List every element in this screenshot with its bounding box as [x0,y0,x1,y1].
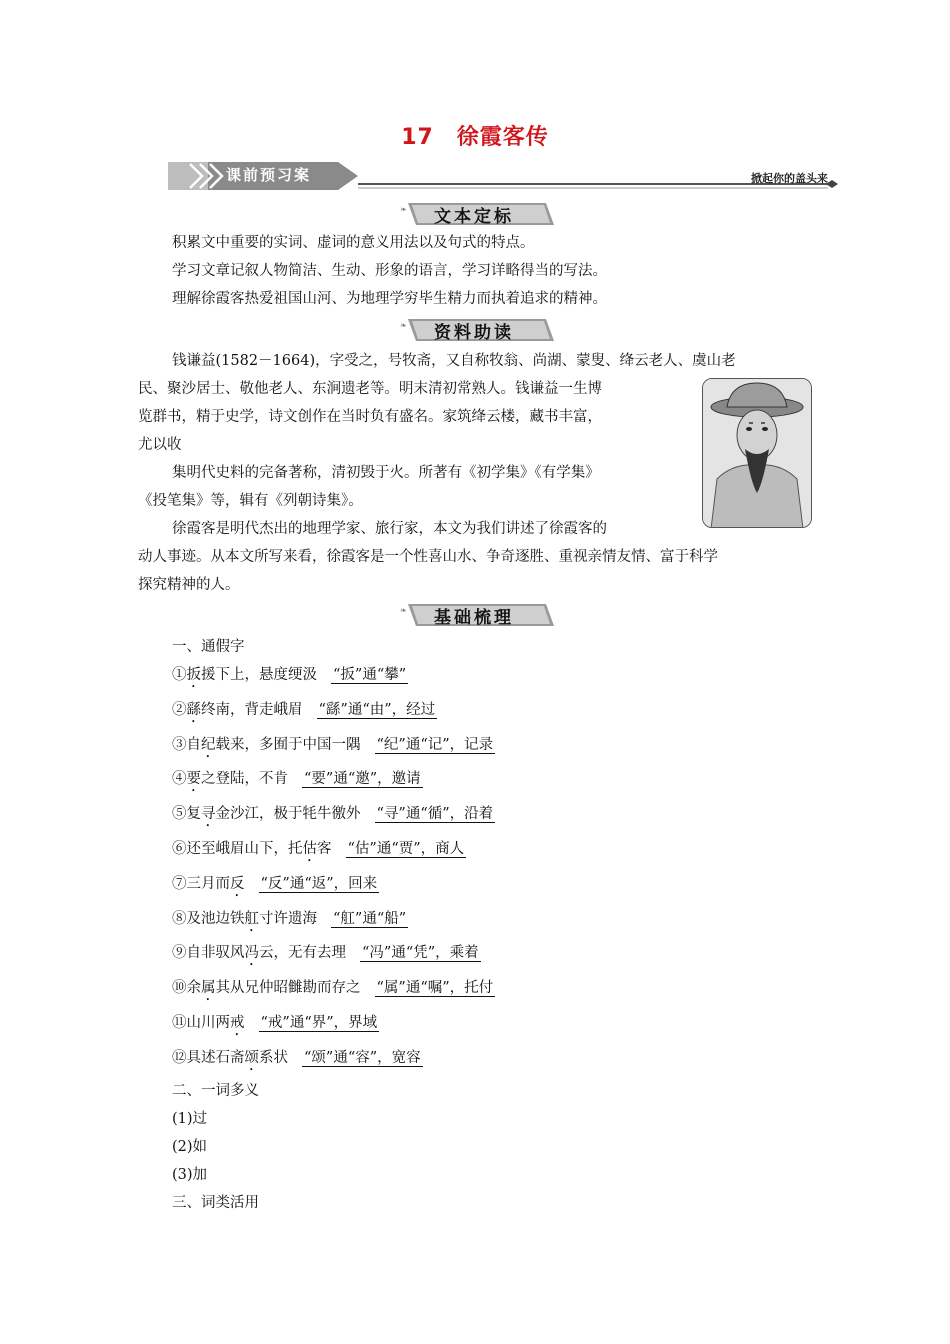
list-item [172,801,495,830]
svg-text:❧: ❧ [400,205,407,214]
item-key-char: 颂 [244,1050,259,1066]
item-text: 之登陆，不肯 [201,771,288,787]
item-text: 自 [186,737,201,753]
list-item [172,766,423,795]
item-key-char: 戒 [230,1015,245,1031]
item-number: ② [172,702,187,718]
item-number: ⑧ [172,911,187,927]
author-portrait [702,378,812,528]
section-heading-background [398,316,558,344]
item-number: ⑨ [172,945,187,961]
list-item [172,906,408,935]
item-text: 客 [317,841,332,857]
item-number: ⑤ [172,806,187,822]
list-item [172,1010,379,1039]
item-text: 及池边铁 [186,911,245,927]
item-text: 其从兄仲昭雠勘而存之 [215,980,361,996]
item-number: ⑩ [172,980,187,996]
banner-label: 课前预习案 [226,166,312,184]
background-line: 民、聚沙居士、敬他老人、东涧遗老等。明末清初常熟人。钱谦益一生博 [138,381,602,397]
item-key-char: 反 [230,876,245,892]
item-number: ⑪ [172,1015,187,1031]
item-answer: “反”通“返”，回来 [260,876,378,892]
list-item [172,662,408,691]
item-key-char: 属 [201,980,216,996]
list-item [172,732,495,761]
objective-2: 学习文章记叙人物简洁、生动、形象的语言，学习详略得当的写法。 [172,263,607,279]
background-line: 尤以收 [138,437,182,453]
item-answer: “纪”通“记”，记录 [376,737,494,753]
item-text: 还至峨眉山下，托 [186,841,303,857]
item-key-char: 冯 [244,945,259,961]
item-text: 余 [186,980,201,996]
list-item [172,975,495,1004]
item-key-char: 扳 [186,667,201,683]
list-item [172,697,437,726]
section-heading-objectives [398,200,558,228]
item-text: 援下上，悬度绠汲 [201,667,317,683]
item-answer: “属”通“嘱”，托付 [376,980,494,996]
background-line: 《投笔集》等，辑有《列朝诗集》。 [138,493,363,509]
item-key-char: 寻 [201,806,216,822]
banner-tagline: 掀起你的盖头来 [751,172,828,185]
item-answer: “要”通“邀”，邀请 [304,771,421,787]
polysemy-item: (2)如 [172,1139,208,1155]
list-item [172,871,379,900]
item-key-char: 舡 [244,911,259,927]
portrait-image [703,379,811,527]
item-key-char: 纪 [201,737,216,753]
item-text: 云，无有去理 [259,945,346,961]
item-key-char: 繇 [186,702,201,718]
part-heading-polysemy: 二、一词多义 [172,1083,259,1099]
list-item [172,836,466,865]
item-number: ④ [172,771,187,787]
item-answer: “戒”通“界”，界域 [260,1015,378,1031]
item-text: 金沙江，极于牦牛徼外 [215,806,361,822]
background-line: 集明代史料的完备著称，清初毁于火。所著有《初学集》《有学集》 [172,465,600,481]
item-text: 寸许遗海 [259,911,317,927]
page-title: 17 徐霞客传 [401,125,549,150]
item-text: 终南，背走峨眉 [201,702,303,718]
item-text: 复 [186,806,201,822]
background-line: 徐霞客是明代杰出的地理学家、旅行家，本文为我们讲述了徐霞客的 [172,521,607,537]
item-text: 系状 [259,1050,288,1066]
item-text: 载来，多囿于中国一隅 [215,737,361,753]
item-answer: “扳”通“攀” [333,667,407,683]
part-heading-tongjia: 一、通假字 [172,639,245,655]
item-number: ⑥ [172,841,187,857]
item-text: 具述石斋 [186,1050,245,1066]
polysemy-item: (3)加 [172,1167,208,1183]
item-answer: “颂”通“容”，宽容 [304,1050,421,1066]
background-line: 览群书，精于史学，诗文创作在当时负有盛名。家筑绛云楼，藏书丰富， [138,409,602,425]
item-answer: “舡”通“船” [333,911,407,927]
section-heading-fundamentals [398,601,558,629]
background-line: 钱谦益(1582－1664)，字受之，号牧斋，又自称牧翁、尚湖、蒙叟、绛云老人、虞山老 [172,353,736,369]
section-title: 基础梳理 [434,608,514,628]
item-answer: “寻”通“循”，沿着 [376,806,494,822]
part-heading-word-class: 三、词类活用 [172,1195,259,1211]
section-title: 文本定标 [434,207,514,227]
item-number: ① [172,667,187,683]
svg-text:❧: ❧ [400,606,407,615]
polysemy-item: (1)过 [172,1111,208,1127]
item-key-char: 估 [302,841,317,857]
list-item [172,940,481,969]
background-line: 探究精神的人。 [138,577,240,593]
item-key-char: 要 [186,771,201,787]
objective-1: 积累文中重要的实词、虚词的意义用法以及句式的特点。 [172,235,535,251]
item-text: 山川两 [186,1015,230,1031]
item-number: ③ [172,737,187,753]
objective-3: 理解徐霞客热爱祖国山河、为地理学穷毕生精力而执着追求的精神。 [172,291,607,307]
item-number: ⑦ [172,876,187,892]
item-text: 自非驭风 [186,945,245,961]
item-answer: “繇”通“由”，经过 [318,702,436,718]
item-text: 三月而 [186,876,230,892]
section-title: 资料助读 [434,323,514,343]
item-answer: “估”通“贾”，商人 [347,841,465,857]
list-item [172,1045,423,1074]
item-number: ⑫ [172,1050,187,1066]
svg-text:❧: ❧ [400,321,407,330]
background-line: 动人事迹。从本文所写来看，徐霞客是一个性喜山水、争奇逐胜、重视亲情友情、富于科学 [138,549,718,565]
item-answer: “冯”通“凭”，乘着 [362,945,479,961]
